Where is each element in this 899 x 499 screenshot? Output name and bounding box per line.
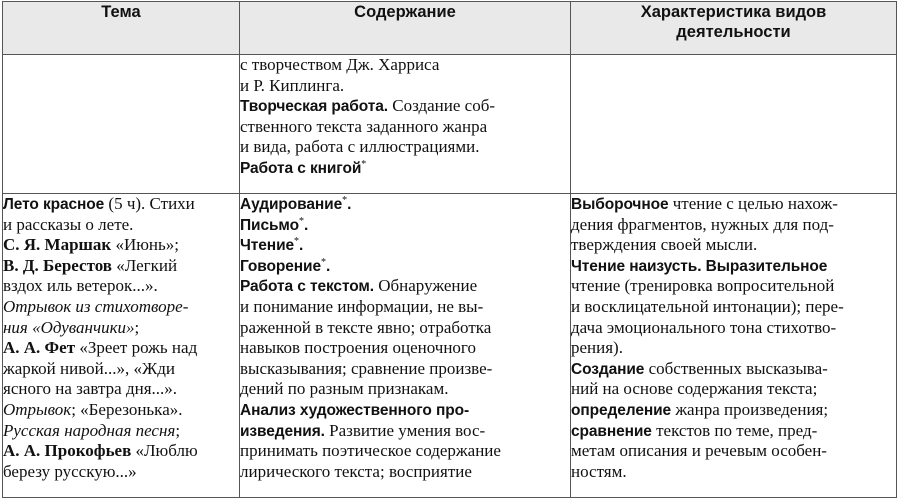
text-line (240, 400, 570, 421)
header-activities: Характеристика видов деятельности (571, 2, 897, 55)
table-row (3, 194, 897, 498)
plain-text: березу русскую...» (3, 461, 137, 481)
text-line (240, 276, 570, 297)
text-line (571, 215, 896, 236)
plain-text: и рассказы о лете. (3, 214, 134, 234)
plain-text: с творчеством Дж. Харриса (240, 55, 440, 74)
header-content: Содержание (240, 2, 571, 55)
plain-text: собственных высказыва- (644, 358, 828, 378)
footnote-mark: * (342, 195, 348, 206)
bold-term: определение (571, 401, 672, 419)
bold-term: Творческая работа. (240, 98, 388, 116)
bold-term: изведения. (240, 422, 325, 440)
text-line (3, 256, 239, 277)
bold-term: Лето красное (3, 196, 105, 213)
footnote-mark: * (320, 256, 326, 268)
text-line (3, 400, 239, 421)
plain-text: ственного текста заданного жанра (240, 116, 488, 136)
italic-text: Отрывок из стихотворе- (3, 296, 189, 316)
footnote-mark: * (294, 236, 300, 248)
plain-text: рения). (571, 338, 623, 358)
italic-text: Русская народная песня (3, 420, 176, 440)
text-line (240, 359, 570, 380)
text-line (571, 421, 896, 442)
table-row (3, 55, 897, 194)
bold-term: Создание (571, 360, 645, 378)
header-row (3, 2, 897, 55)
plain-text: и восклицательной интонации); пере- (571, 296, 844, 316)
plain-text: вздох иль ветерок...». (3, 276, 158, 296)
bold-term: Чтение (240, 237, 295, 255)
bold-term: Чтение наизусть. Выразительное (571, 257, 828, 275)
plain-text: чтение с целью нахож- (668, 194, 838, 213)
text-line (240, 318, 570, 339)
bold-term: Письмо (240, 216, 299, 234)
text-line (240, 194, 570, 215)
italic-text: ния «Одуванчики» (3, 317, 135, 337)
text-line (3, 379, 239, 400)
text-line (240, 297, 570, 318)
text-line (3, 421, 239, 442)
row2-activities-cell (571, 194, 897, 498)
plain-text: метам описания и речевым особен- (571, 441, 827, 461)
plain-text: дений по разным признакам. (240, 379, 449, 399)
plain-text: ; (134, 317, 140, 337)
text-line (3, 276, 239, 297)
plain-text: (5 ч). Стихи (104, 194, 195, 213)
plain-text: жанра произведения; (671, 399, 829, 419)
plain-text: ностям. (571, 461, 627, 481)
plain-text: и Р. Киплинга. (240, 75, 345, 95)
plain-text: жаркой нивой...», «Жди (3, 358, 175, 378)
plain-text: «Люблю (131, 441, 198, 461)
plain-text: Создание соб- (387, 96, 496, 116)
text-line (571, 359, 896, 380)
plain-text: Обнаружение (373, 276, 478, 296)
plain-text: текстов по теме, пред- (651, 420, 818, 440)
text-line (571, 194, 896, 215)
footnote-mark: * (361, 158, 367, 170)
text-line (571, 276, 896, 297)
header-theme: Тема (3, 2, 240, 55)
author-name: А. А. Фет (3, 338, 76, 358)
text-line (571, 441, 896, 462)
text-line (240, 256, 570, 277)
bold-term: Выборочное (571, 196, 669, 213)
text-line (240, 441, 570, 462)
row2-theme-cell (3, 194, 240, 498)
plain-text: высказывания; сравнение произве- (240, 358, 493, 378)
plain-text: лирического текста; восприятие (240, 461, 472, 481)
plain-text: ясного на завтра дня...». (3, 379, 178, 399)
bold-term: Говорение (240, 257, 321, 275)
plain-text: ; «Березонька». (71, 399, 183, 419)
bold-term: . (347, 196, 352, 213)
author-name: С. Я. Маршак (3, 235, 112, 255)
plain-text: и вида, работа с иллюстрациями. (240, 137, 480, 157)
author-name: А. А. Прокофьев (3, 441, 132, 461)
text-line (240, 55, 570, 76)
bold-term: Работа с текстом. (240, 278, 374, 296)
bold-term: Аудирование (240, 196, 343, 213)
text-line (3, 462, 239, 483)
row2-content-cell (240, 194, 571, 498)
bold-term: . (303, 216, 309, 234)
plain-text: «Зреет рожь над (75, 338, 198, 358)
plain-text: дача эмоционального тона стихотво- (571, 317, 837, 337)
text-line (571, 235, 896, 256)
text-line (3, 215, 239, 236)
text-line (571, 400, 896, 421)
text-line (3, 235, 239, 256)
row1-activities-cell (571, 55, 897, 194)
row1-content-cell (240, 55, 571, 194)
plain-text: «Июнь»; (111, 235, 180, 255)
text-line (571, 297, 896, 318)
text-line (571, 379, 896, 400)
text-line (240, 338, 570, 359)
text-line (3, 194, 239, 215)
text-line (240, 235, 570, 256)
bold-term: Анализ художественного про- (240, 401, 470, 419)
text-line (240, 379, 570, 400)
footnote-mark: * (298, 215, 304, 227)
text-line (3, 297, 239, 318)
text-line (240, 137, 570, 158)
text-line (240, 158, 570, 179)
plain-text: раженной в тексте явно; отработка (240, 317, 492, 337)
text-line (240, 462, 570, 483)
bold-term: Работа с книгой (240, 159, 362, 177)
text-line (571, 338, 896, 359)
author-name: В. Д. Берестов (3, 255, 112, 275)
plain-text: дения фрагментов, нужных для под- (571, 214, 834, 234)
plain-text: ний на основе содержания текста; (571, 379, 818, 399)
text-line (3, 441, 239, 462)
plain-text: тверждения своей мысли. (571, 235, 758, 255)
text-line (240, 421, 570, 442)
plain-text: навыков построения оценочного (240, 338, 476, 358)
bold-term: . (325, 257, 331, 275)
text-line (571, 256, 896, 277)
plain-text: ; (175, 420, 181, 440)
italic-text: Отрывок (3, 399, 72, 419)
text-line (3, 318, 239, 339)
text-line (240, 96, 570, 117)
text-line (240, 117, 570, 138)
plain-text: Развитие умения вос- (324, 420, 486, 440)
row1-theme-cell (3, 55, 240, 194)
text-line (240, 215, 570, 236)
text-line (240, 76, 570, 97)
plain-text: и понимание информации, не вы- (240, 296, 484, 316)
text-line (571, 462, 896, 483)
bold-term: сравнение (571, 422, 652, 440)
plain-text: принимать поэтическое содержание (240, 441, 501, 461)
bold-term: . (299, 237, 304, 255)
text-line (571, 318, 896, 339)
text-line (3, 359, 239, 380)
text-line (3, 338, 239, 359)
plain-text: «Легкий (111, 255, 178, 275)
plain-text: чтение (тренировка вопросительной (571, 276, 835, 296)
curriculum-table (2, 1, 897, 498)
